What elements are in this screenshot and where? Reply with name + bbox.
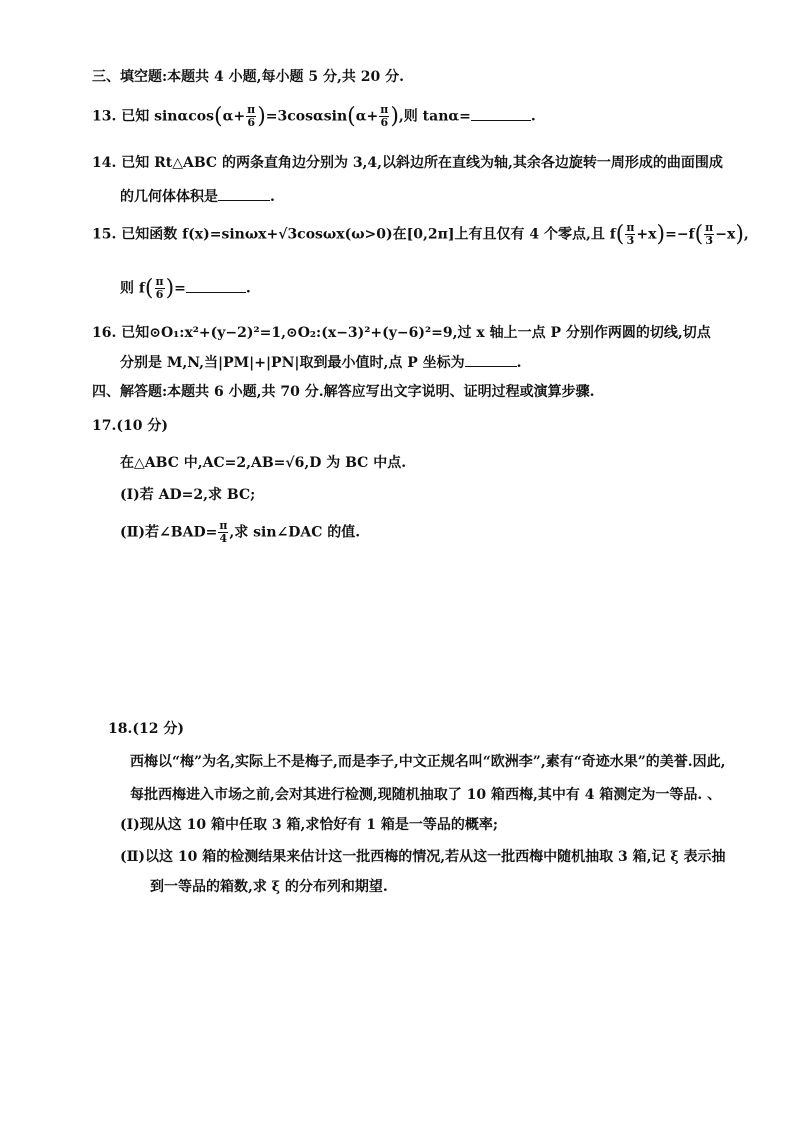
question-18-heading: 18.(12 分) (108, 721, 184, 737)
right-paren: ) (390, 104, 399, 129)
q15-equals: = (174, 280, 186, 297)
frac-numerator: π (155, 275, 164, 288)
question-18-part-1: (Ⅰ)现从这 10 箱中任取 3 箱,求恰好有 1 箱是一等品的概率; (120, 817, 499, 833)
question-15-line-2 (120, 276, 251, 301)
q16-period: . (516, 355, 522, 371)
q13-part-b: α+ (222, 108, 246, 125)
q13-part-f: . (530, 108, 536, 125)
left-paren: ( (615, 222, 625, 247)
question-18-part-2-line-2: 到一等品的箱数,求 ξ 的分布列和期望. (150, 879, 388, 895)
question-18-line-2: 每批西梅进入市场之前,会对其进行检测,现随机抽取了 10 箱西梅,其中有 4 箱测定为一等品. 、 (130, 787, 722, 803)
frac-numerator: π (705, 221, 714, 234)
q17-part-2-b: ,求 sin∠DAC 的值. (229, 524, 361, 541)
question-14-line-1: 14. 已知 Rt△ABC 的两条直角边分别为 3,4,以斜边所在直线为轴,其余各边旋转一周形成的曲面围成 (92, 155, 723, 171)
q17-part-2-a: (Ⅱ)若∠BAD= (120, 524, 218, 541)
q14-period: . (270, 189, 275, 205)
left-paren: ( (214, 104, 223, 129)
q14-text: 的几何体体积是 (120, 189, 218, 205)
fraction-pi-over-6 (379, 104, 389, 129)
question-15-line-1 (92, 222, 749, 247)
fraction-pi-over-4 (218, 520, 228, 545)
frac-numerator: π (219, 519, 228, 532)
answer-blank (186, 278, 246, 293)
left-paren: ( (694, 222, 704, 247)
frac-denominator: 4 (219, 532, 228, 545)
section-4-header: 四、解答题:本题共 6 小题,共 70 分.解答应写出文字说明、证明过程或演算步骤. (92, 384, 595, 400)
right-paren: ) (165, 276, 175, 301)
q15-part-d: −x (715, 226, 736, 243)
answer-blank (471, 106, 531, 121)
question-13 (92, 104, 536, 129)
left-paren: ( (144, 276, 154, 301)
q15-part-b: +x (636, 226, 657, 243)
question-17-part-2 (120, 520, 360, 545)
q15-period: . (245, 280, 251, 297)
q15-then-f: 则 f (120, 280, 145, 297)
right-paren: ) (257, 104, 266, 129)
answer-blank (465, 352, 517, 367)
right-paren: ) (656, 222, 666, 247)
frac-numerator: π (380, 103, 389, 116)
frac-numerator: π (626, 221, 635, 234)
q16-text: 分别是 M,N,当|PM|+|PN|取到最小值时,点 P 坐标为 (120, 355, 465, 371)
q15-part-a: 15. 已知函数 f(x)=sinωx+√3cosωx(ω>0)在[0,2π]上有且仅有 4 个零点,且 f (92, 226, 616, 243)
fraction-pi-over-6 (155, 276, 165, 301)
frac-denominator: 3 (626, 234, 635, 247)
question-18-part-2-line-1: (Ⅱ)以这 10 箱的检测结果来估计这一批西梅的情况,若从这一批西梅中随机抽取 3 箱,记 ξ 表示抽 (120, 849, 726, 865)
q15-part-e: , (743, 226, 749, 243)
q13-part-a: 13. 已知 sinαcos (92, 108, 215, 125)
q13-part-e: ,则 tanα= (398, 108, 471, 125)
frac-denominator: 6 (247, 116, 255, 129)
frac-denominator: 6 (380, 116, 389, 129)
q13-part-d: α+ (355, 108, 379, 125)
section-3-header: 三、填空题:本题共 4 小题,每小题 5 分,共 20 分. (92, 69, 404, 85)
q15-part-c: =−f (665, 226, 695, 243)
question-17-part-1: (Ⅰ)若 AD=2,求 BC; (120, 487, 256, 503)
frac-denominator: 6 (155, 288, 164, 301)
fraction-pi-over-3 (704, 222, 714, 247)
question-17-stem: 在△ABC 中,AC=2,AB=√6,D 为 BC 中点. (120, 455, 407, 471)
q13-part-c: =3cosαsin (265, 108, 348, 125)
question-16-line-1: 16. 已知⊙O₁:x²+(y−2)²=1,⊙O₂:(x−3)²+(y−6)²=9,过 x 轴上一点 P 分别作两圆的切线,切点 (92, 325, 711, 341)
left-paren: ( (347, 104, 356, 129)
fraction-pi-over-6 (246, 104, 256, 129)
question-17-heading: 17.(10 分) (92, 418, 168, 434)
frac-numerator: π (247, 103, 256, 116)
question-14-line-2 (120, 186, 275, 206)
frac-denominator: 3 (705, 234, 714, 247)
question-16-line-2 (120, 352, 522, 372)
fraction-pi-over-3 (625, 222, 635, 247)
answer-blank (218, 186, 270, 201)
right-paren: ) (735, 222, 744, 247)
question-18-line-1: 西梅以“梅”为名,实际上不是梅子,而是李子,中文正规名叫“欧洲李”,素有“奇迹水果”的美誉.因此, (130, 754, 726, 770)
